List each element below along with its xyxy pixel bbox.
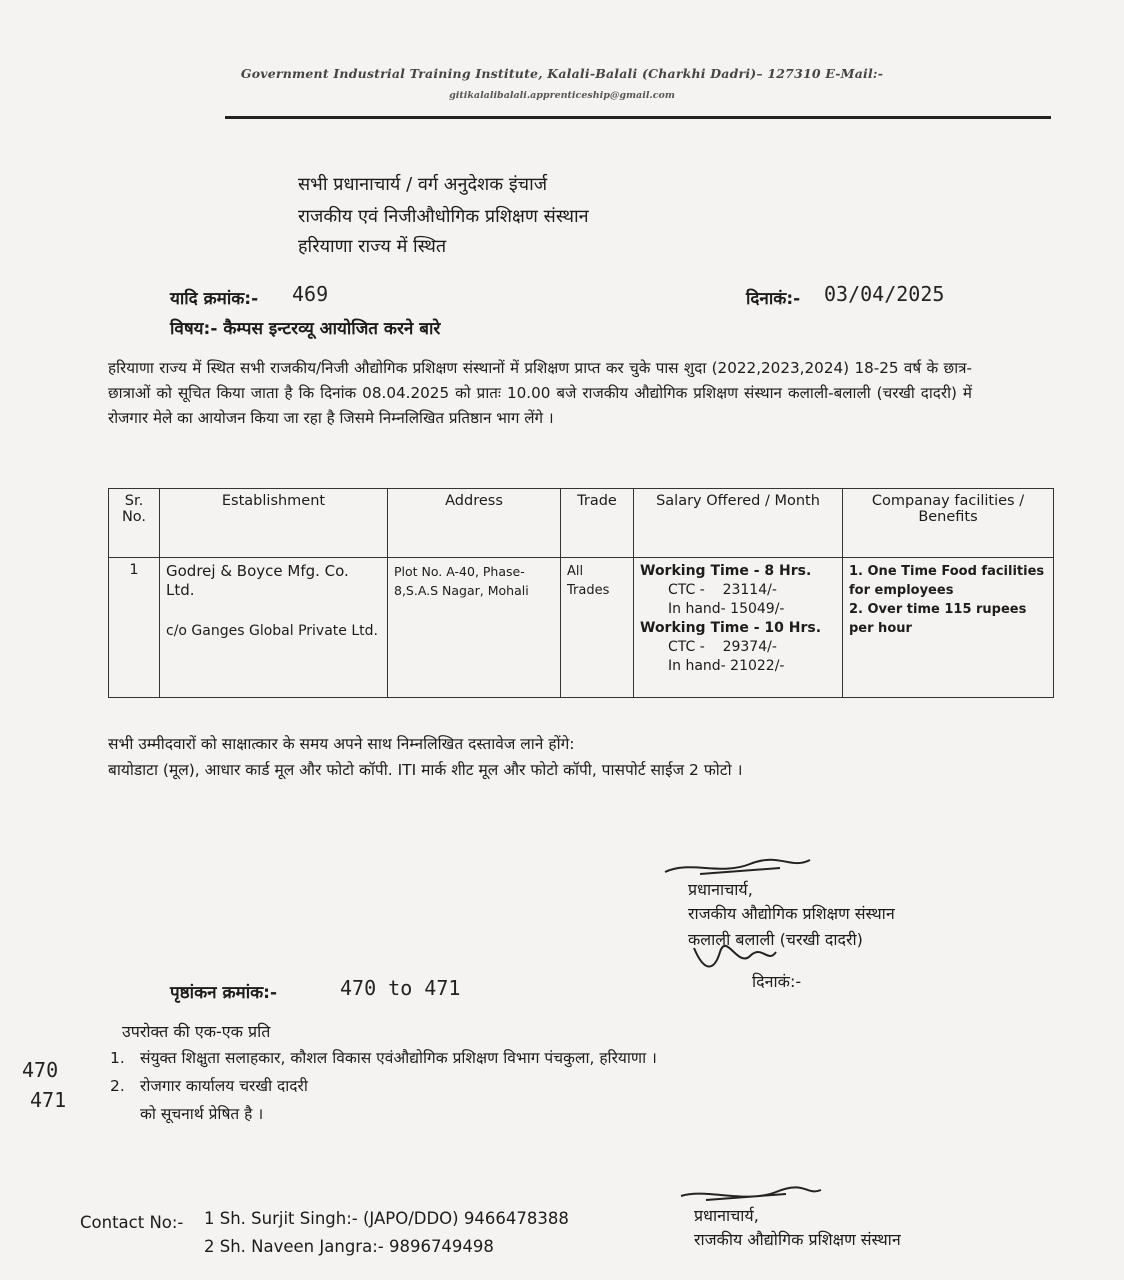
header-address: Address [388, 489, 561, 558]
letterhead-institute: Government Industrial Training Institute, Kalali-Balali (Charkhi Dadri)– 127310 E-Mail:- [240, 66, 884, 81]
contact-line-2: 2 Sh. Naveen Jangra:- 9896749498 [204, 1237, 494, 1256]
cell-benefits [843, 558, 1054, 698]
addressee-line-1: सभी प्रधानाचार्य / वर्ग अनुदेशक इंचार्ज [298, 174, 548, 195]
subject-line: विषय:- कैम्पस इन्टरव्यू आयोजित करने बारे [170, 319, 441, 339]
body-paragraph: हरियाणा राज्य में स्थित सभी राजकीय/निजी औद्योगिक प्रशिक्षण संस्थानों में प्रशिक्षण प्राप्त कर चुके पास शुदा (2022,2023,2024) 18-25 वर्ष के छात्र-छात्राओं को सूचित किया जाता है कि दिनांक 08.04.2025 को प्रातः 10.00 बजे राजकीय औद्योगिक प्रशिक्षण संस्थान कलाली-बलाली (चरखी दादरी) में रोजगार मेले का आयोजन किया जा रहा है जिसमे निम्नलिखित प्रतिष्ठान भाग लेंगे । [108, 359, 972, 427]
establishment-care-of: c/o Ganges Global Private Ltd. [166, 623, 378, 639]
ref-label: यादि क्रमांक:- [170, 289, 259, 309]
header-trade: Trade [561, 489, 634, 558]
header-benefits: Companay facilities / Benefits [843, 489, 1054, 558]
endorsement-item: 2. रोजगार कार्यालय चरखी दादरी [110, 1077, 308, 1095]
header-establishment: Establishment [160, 489, 388, 558]
salary-line: In hand- 15049/- [668, 601, 785, 617]
signature2-institute: राजकीय औद्योगिक प्रशिक्षण संस्थान [694, 1230, 901, 1249]
table-header-row [109, 489, 1054, 558]
endorsement-item: 1. संयुक्त शिक्षुता सलाहकार, कौशल विकास एवंऔद्योगिक प्रशिक्षण विभाग पंचकुला, हरियाणा । [110, 1049, 657, 1067]
endorsement-closing: को सूचनार्थ प्रेषित है । [140, 1105, 264, 1123]
margin-note: 471 [30, 1088, 67, 1112]
benefit-item: 2. Over time 115 rupees per hour [849, 602, 1027, 636]
contact-label: Contact No:- [80, 1213, 184, 1232]
letterhead-divider [225, 116, 1051, 119]
salary-line: In hand- 21022/- [668, 658, 785, 674]
establishment-name: Godrej & Boyce Mfg. Co. Ltd. [166, 562, 349, 599]
salary-line: Working Time - 10 Hrs. [640, 620, 822, 636]
salary-line: CTC - 23114/- [668, 582, 777, 598]
date-label: दिनाकं:- [746, 289, 801, 309]
endorsement-label: पृष्ठांकन क्रमांक:- [170, 983, 278, 1003]
cell-sr: 1 [109, 558, 160, 698]
cell-salary [634, 558, 843, 698]
signature2-title: प्रधानाचार्य, [694, 1206, 759, 1225]
addressee-line-3: हरियाणा राज्य में स्थित [298, 236, 447, 257]
salary-line: CTC - 29374/- [668, 639, 777, 655]
margin-note: 470 [22, 1058, 59, 1082]
address-text: Plot No. A-40, Phase-8,S.A.S Nagar, Mohali [394, 564, 529, 598]
table-row [109, 558, 1054, 698]
documents-list: बायोडाटा (मूल), आधार कार्ड मूल और फोटो कॉपी. ITI मार्क शीट मूल और फोटो कॉपी, पासपोर्ट साईज 2 फोटो । [108, 761, 743, 779]
endorsement-item-text: संयुक्त शिक्षुता सलाहकार, कौशल विकास एवंऔद्योगिक प्रशिक्षण विभाग पंचकुला, हरियाणा । [140, 1049, 657, 1067]
copy-line: उपरोक्त की एक-एक प्रति [122, 1022, 271, 1041]
signature-title: प्रधानाचार्य, [688, 880, 753, 899]
establishment-table [108, 488, 1054, 698]
signature-date-label: दिनाकं:- [752, 972, 802, 991]
signature-institute: राजकीय औद्योगिक प्रशिक्षण संस्थान [688, 904, 895, 923]
signature-location: कलाली बलाली (चरखी दादरी) [688, 930, 863, 949]
benefit-item: 1. One Time Food facilities for employees [849, 564, 1045, 598]
endorsement-numbers: 470 to 471 [340, 976, 461, 1000]
header-salary: Salary Offered / Month [634, 489, 843, 558]
endorsement-item-text: रोजगार कार्यालय चरखी दादरी [140, 1077, 308, 1095]
documents-intro: सभी उम्मीदवारों को साक्षात्कार के समय अपने साथ निम्नलिखित दस्तावेज लाने होंगे: [108, 735, 575, 753]
contact-line-1: 1 Sh. Surjit Singh:- (JAPO/DDO) 9466478388 [204, 1209, 569, 1228]
cell-trade [561, 558, 634, 698]
cell-address [388, 558, 561, 698]
addressee-line-2: राजकीय एवं निजीऔधोगिक प्रशिक्षण संस्थान [298, 206, 589, 227]
salary-line: Working Time - 8 Hrs. [640, 563, 812, 579]
date-value: 03/04/2025 [824, 282, 945, 306]
letterhead-email: gitikalalibalali.apprenticeship@gmail.com [449, 90, 675, 101]
header-sr-no: Sr. No. [109, 489, 160, 558]
ref-number: 469 [292, 282, 329, 306]
trade-text: All Trades [567, 564, 610, 598]
cell-establishment [160, 558, 388, 698]
